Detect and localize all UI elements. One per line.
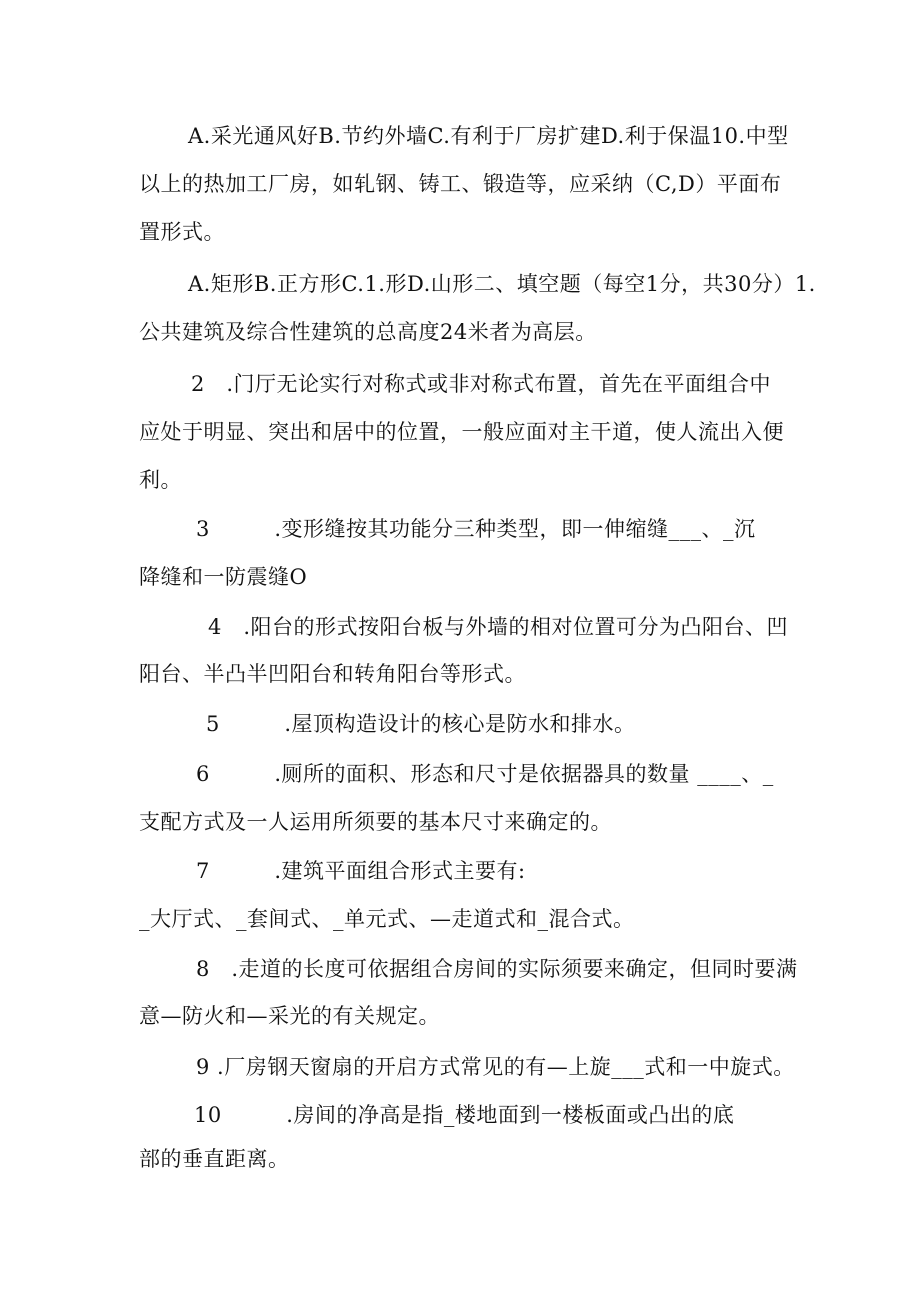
text-line-16: 7 .建筑平面组合形式主要有: xyxy=(196,859,526,883)
text-line-22: 部的垂直距离。 xyxy=(139,1147,290,1171)
text-line-7: 应处于明显、突出和居中的位置，一般应面对主干道，使人流出入便 xyxy=(139,420,784,444)
text-line-4: A.矩形B.正方形C.1.形D.山形二、填空题（每空1分，共30分）1. xyxy=(188,272,816,296)
text-line-14: 6 .厕所的面积、形态和尺寸是依据器具的数量 ____、_ xyxy=(196,762,774,786)
text-line-12: 阳台、半凸半凹阳台和转角阳台等形式。 xyxy=(139,662,526,686)
text-line-8: 利。 xyxy=(139,468,182,492)
text-line-18: 8 .走道的长度可依据组合房间的实际须要来确定，但同时要满 xyxy=(196,957,798,981)
text-line-6: 2 .门厅无论实行对称式或非对称式布置，首先在平面组合中 xyxy=(191,372,772,396)
text-line-19: 意—防火和—采光的有关规定。 xyxy=(139,1004,440,1028)
text-line-17: _大厅式、_套间式、_单元式、—走道式和_混合式。 xyxy=(139,907,635,931)
text-line-2: 以上的热加工厂房，如轧钢、铸工、锻造等，应采纳（C,D）平面布 xyxy=(139,172,782,196)
text-line-15: 支配方式及一人运用所须要的基本尺寸来确定的。 xyxy=(139,810,612,834)
text-line-3: 置形式。 xyxy=(139,220,225,244)
text-line-1: A.采光通风好B.节约外墙C.有利于厂房扩建D.利于保温10.中型 xyxy=(188,124,789,148)
text-line-5: 公共建筑及综合性建筑的总高度24米者为高层。 xyxy=(139,320,597,344)
text-line-9: 3 .变形缝按其功能分三种类型，即一伸缩缝___、_沉 xyxy=(196,517,756,541)
text-line-11: 4 .阳台的形式按阳台板与外墙的相对位置可分为凸阳台、凹 xyxy=(208,615,789,639)
text-line-10: 降缝和一防震缝O xyxy=(139,565,308,589)
text-line-13: 5 .屋顶构造设计的核心是防水和排水。 xyxy=(206,712,636,736)
text-line-21: 10 .房间的净高是指_楼地面到一楼板面或凸出的底 xyxy=(194,1103,735,1127)
text-line-20: 9 .厂房钢天窗扇的开启方式常见的有—上旋___式和一中旋式。 xyxy=(196,1055,795,1079)
